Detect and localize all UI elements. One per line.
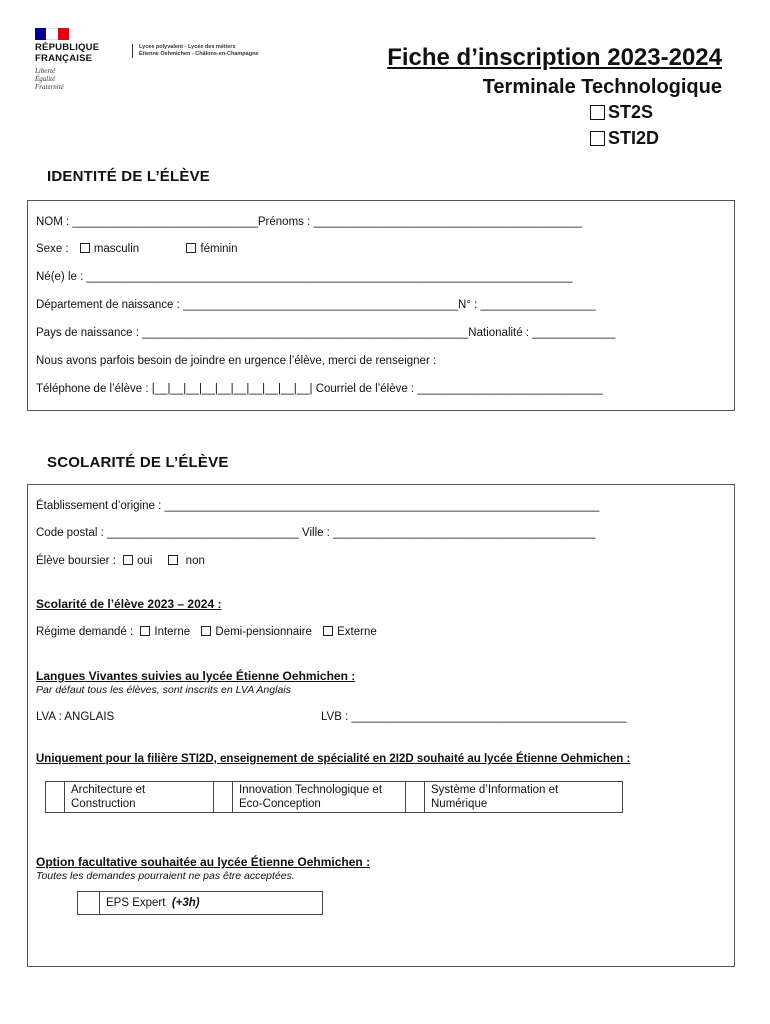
checkbox-eps-expert[interactable] — [78, 892, 100, 915]
republique-francaise-logo: RÉPUBLIQUE FRANÇAISE — [35, 42, 100, 64]
option-st2s[interactable]: ST2S — [590, 102, 653, 123]
specialite-architecture: Architecture et Construction — [65, 782, 214, 813]
option-table — [77, 891, 323, 915]
etablissement-field[interactable]: Établissement d’origine : ____________________________________________________________________ — [36, 500, 600, 512]
option-note: Toutes les demandes pourraient ne pas être acceptées. — [36, 870, 295, 882]
devise: Liberté Égalité Fraternité — [35, 67, 64, 91]
checkbox-systeme-information[interactable] — [406, 782, 425, 813]
lva-text: LVA : ANGLAIS — [36, 711, 115, 723]
school-name: Lycée polyvalent - Lycée des métiers Étienne Oehmichen - Châlons-en-Champagne — [132, 44, 259, 58]
scolarite-heading: Scolarité de l’élève 2023 – 2024 : — [36, 597, 222, 611]
checkbox-externe[interactable] — [323, 626, 333, 636]
scolarite-panel — [27, 484, 735, 967]
lvb-field[interactable]: LVB : ___________________________________________ — [321, 711, 627, 723]
nom-prenoms-field[interactable]: NOM : _____________________________Prénoms : __________________________________________ — [36, 216, 583, 228]
boursier-field: Élève boursier : oui non — [36, 555, 205, 567]
code-postal-ville-field[interactable]: Code postal : ______________________________ Ville : _________________________________________ — [36, 527, 596, 539]
pays-nationalite-field[interactable]: Pays de naissance : ___________________________________________________Nationalité : _____________ — [36, 327, 616, 339]
checkbox-icon[interactable] — [590, 131, 605, 146]
french-flag-logo — [35, 28, 69, 40]
checkbox-icon[interactable] — [590, 105, 605, 120]
checkbox-masculin[interactable] — [80, 243, 90, 253]
sexe-field: Sexe : masculin féminin — [36, 243, 238, 255]
regime-field: Régime demandé : Interne Demi-pensionnaire Externe — [36, 626, 377, 638]
checkbox-feminin[interactable] — [186, 243, 196, 253]
checkbox-boursier-oui[interactable] — [123, 555, 133, 565]
section-heading-scolarite: SCOLARITÉ DE L’ÉLÈVE — [47, 454, 229, 471]
checkbox-innovation[interactable] — [214, 782, 233, 813]
option-eps-expert: EPS Expert (+3h) — [100, 892, 323, 915]
option-heading: Option facultative souhaitée au lycée Étienne Oehmichen : — [36, 855, 371, 869]
option-sti2d[interactable]: STI2D — [590, 128, 659, 149]
page-subtitle: Terminale Technologique — [482, 76, 722, 98]
urgence-text: Nous avons parfois besoin de joindre en urgence l’élève, merci de renseigner : — [36, 355, 437, 367]
specialite-table — [45, 781, 623, 813]
date-naissance-field[interactable]: Né(e) le : ____________________________________________________________________________ — [36, 271, 573, 283]
langues-heading: Langues Vivantes suivies au lycée Étienne Oehmichen : — [36, 669, 356, 683]
telephone-courriel-field[interactable]: Téléphone de l’élève : |__|__|__|__|__|__|__|__|__|__| Courriel de l’élève : _____________________________ — [36, 383, 603, 395]
page-title: Fiche d’inscription 2023-2024 — [387, 44, 722, 71]
specialite-innovation: Innovation Technologique et Eco-Conception — [233, 782, 406, 813]
identite-panel — [27, 200, 735, 411]
section-heading-identite: IDENTITÉ DE L’ÉLÈVE — [47, 168, 210, 185]
specialite-systeme-information: Système d’Information et Numérique — [425, 782, 623, 813]
checkbox-architecture[interactable] — [46, 782, 65, 813]
checkbox-demi-pensionnaire[interactable] — [201, 626, 211, 636]
langues-note: Par défaut tous les élèves, sont inscrits en LVA Anglais — [36, 684, 291, 696]
departement-field[interactable]: Département de naissance : ___________________________________________N° : __________________ — [36, 299, 596, 311]
sti2d-heading: Uniquement pour la filière STI2D, enseignement de spécialité en 2I2D souhaité au lycée Étienne Oehmichen : — [36, 753, 631, 765]
checkbox-interne[interactable] — [140, 626, 150, 636]
checkbox-boursier-non[interactable] — [168, 555, 178, 565]
